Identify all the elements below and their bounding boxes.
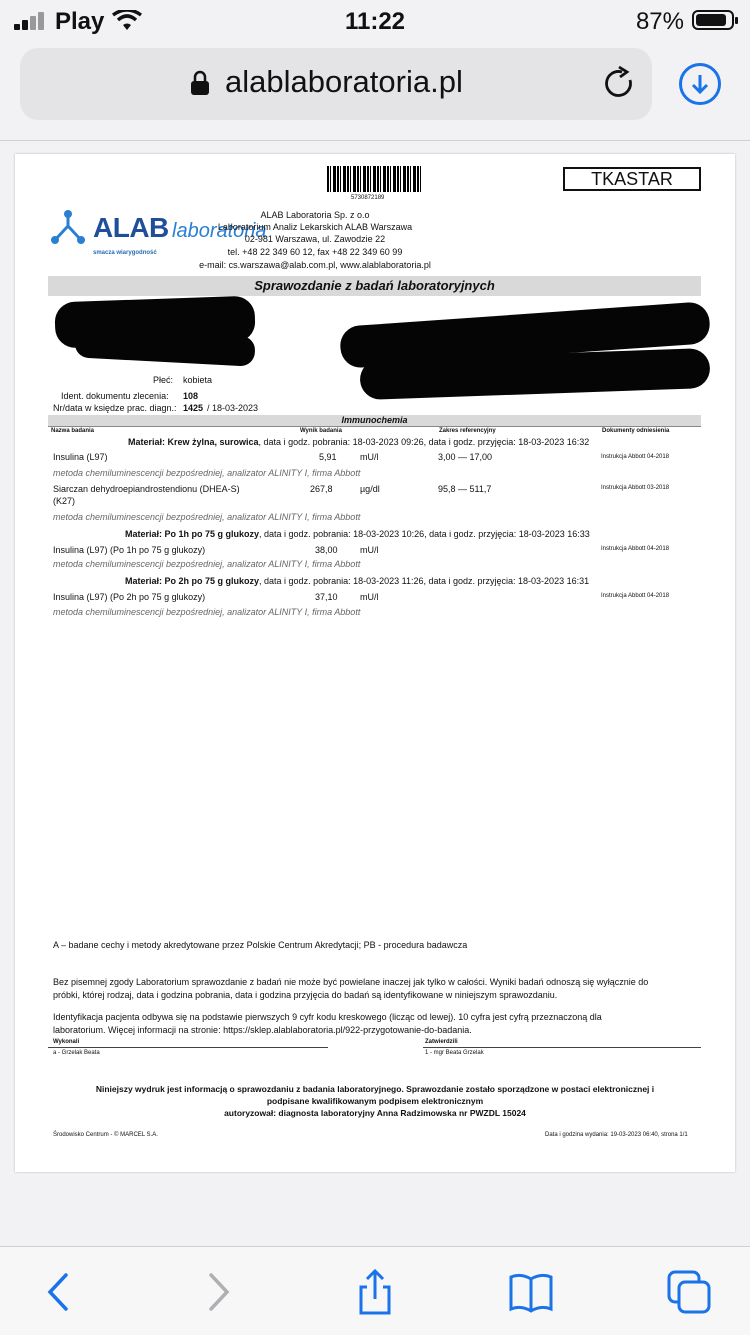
lock-icon [190,70,210,96]
test-doc: Instrukcja Abbott 04-2018 [601,546,670,552]
order-label: Ident. dokumentu zlecenia: [61,391,169,401]
col-reference: Zakres referencyjny [439,428,496,434]
battery-icon [692,10,734,30]
test-ref: 95,8 — 511,7 [438,484,492,494]
lab-phone: tel. +48 22 349 60 12, fax +48 22 349 60 99 [227,247,403,257]
sex-label: Płeć: [153,375,174,385]
test-doc: Instrukcja Abbott 04-2018 [601,454,670,460]
test-unit: mU/l [360,452,379,462]
environment-note: Środowisko Centrum - © MARCEL S.A. [53,1132,158,1138]
url-text[interactable]: alablaboratoria.pl [225,64,463,99]
col-documents: Dokumenty odniesienia [602,428,670,434]
chevron-right-icon[interactable] [195,1269,241,1315]
carrier-name: Play [55,8,105,35]
reload-icon[interactable] [600,64,640,104]
test-method: metoda chemiluminescencji bezpośredniej, analizator ALINITY I, firma Abbott [53,468,361,478]
material-row: Materiał: Krew żylna, surowica, data i godz. pobrania: 18-03-2023 09:26, data i godz. przyjęcia: 18-03-2023 16:32 [128,437,590,447]
lab-email: e-mail: cs.warszawa@alab.com.pl, www.alablaboratoria.pl [199,260,431,270]
chevron-left-icon[interactable] [36,1269,82,1315]
test-value: 5,91 [319,452,337,462]
book-date: / 18-03-2023 [207,403,259,413]
test-doc: Instrukcja Abbott 04-2018 [601,593,670,599]
tabs-icon[interactable] [666,1269,712,1315]
tag-box: TKASTAR [563,167,701,191]
footer-line: Niniejszy wydruk jest informacją o sprawozdaniu z badania laboratoryjnego. Sprawozdanie zostało sporządzone w postaci elektronicznej i [95,1084,655,1094]
lab-name: ALAB Laboratoria Sp. z o.o [260,210,370,220]
logo-sub: laboratoria [172,220,267,242]
address-bar[interactable] [20,48,652,120]
book-icon[interactable] [508,1269,554,1315]
alab-logo-icon [49,210,87,246]
id-note-line: laboratorium. Więcej informacji na stronie: https://sklep.alablaboratoria.pl/922-przygotowanie-do-badania. [53,1025,472,1035]
issue-date: Data i godzina wydania: 19-03-2023 06:40, strona 1/1 [545,1132,688,1138]
test-method: metoda chemiluminescencji bezpośredniej, analizator ALINITY I, firma Abbott [53,512,361,522]
test-method: metoda chemiluminescencji bezpośredniej, analizator ALINITY I, firma Abbott [53,559,361,569]
bottom-toolbar [0,1246,750,1335]
footer-line: autoryzował: diagnosta laboratoryjny Anna Radzimowska nr PWZDL 15024 [224,1108,526,1118]
test-unit: mU/l [360,592,379,602]
share-icon[interactable] [352,1269,398,1315]
performed-value: a - Grzelak Beata [53,1050,100,1056]
book-label: Nr/data w księdze prac. diagn.: [53,403,177,413]
barcode [327,166,423,192]
performed-label: Wykonali [53,1039,80,1045]
approved-label: Zatwierdzili [425,1039,458,1045]
test-ref: 3,00 — 17,00 [438,452,493,462]
barcode-number: 5730872189 [351,195,385,201]
status-bar [0,0,750,44]
test-name-code: (K27) [53,496,76,506]
divider [0,140,750,141]
test-unit: µg/dl [360,484,380,494]
approved-value: 1 - mgr Beata Grzelak [425,1050,484,1056]
col-result: Wynik badania [300,428,342,434]
material-row: Materiał: Po 2h po 75 g glukozy, data i godz. pobrania: 18-03-2023 11:26, data i godz. przyjęcia: 18-03-2023 16:31 [125,576,590,586]
report-title: Sprawozdanie z badań laboratoryjnych [48,276,701,296]
test-name: Insulina (L97) (Po 2h po 75 g glukozy) [53,592,206,602]
test-doc: Instrukcja Abbott 03-2018 [601,485,670,491]
battery-percent: 87% [635,8,684,35]
test-value: 267,8 [310,484,333,494]
col-name: Nazwa badania [51,428,95,434]
order-value: 108 [183,391,199,401]
footer-line: podpisane kwalifikowanym podpisem elektronicznym [266,1096,484,1106]
copy-note-line: próbki, której rodzaj, data i godzina pobrania, data i godzina przyjęcia do badań są identyfikowane w niniejszym sprawozdaniu. [53,990,558,1000]
test-method: metoda chemiluminescencji bezpośredniej, analizator ALINITY I, firma Abbott [53,607,361,617]
material-row: Materiał: Po 1h po 75 g glukozy, data i godz. pobrania: 18-03-2023 10:26, data i godz. przyjęcia: 18-03-2023 16:33 [125,529,590,539]
sex-value: kobieta [183,375,213,385]
test-value: 38,00 [315,545,338,555]
logo-tagline: smacza wiarygodność [93,250,157,256]
logo-main: ALAB [93,212,169,243]
test-name: Siarczan dehydroepiandrostendionu (DHEA-S) [53,484,240,494]
pdf-page[interactable] [15,154,735,1172]
test-name: Insulina (L97) (Po 1h po 75 g glukozy) [53,545,206,555]
test-name: Insulina (L97) [53,452,108,462]
test-value: 37,10 [315,592,338,602]
divider [48,1047,328,1048]
copy-note-line: Bez pisemnej zgody Laboratorium sprawozdanie z badań nie może być powielane inaczej jak tylko w całości. Wyniki badań odnoszą się wyłącznie do [53,977,649,987]
book-value: 1425 [183,403,204,413]
accreditation-note: A – badane cechy i metody akredytowane przez Polskie Centrum Akredytacji; PB - procedura badawcza [53,940,468,950]
lab-subname: Laboratorium Analiz Lekarskich ALAB Warszawa [217,222,413,232]
section-header: Immunochemia [48,415,701,426]
divider [423,1047,701,1048]
clock: 11:22 [344,8,406,35]
lab-address: 02-981 Warszawa, ul. Zawodzie 22 [244,234,386,244]
test-unit: mU/l [360,545,379,555]
download-icon[interactable] [679,63,721,105]
id-note-line: Identyfikacja pacjenta odbywa się na podstawie pierwszych 9 cyfr kodu kreskowego (licząc od lewej). 10 cyfra jest cyfrą przeznaczoną dla [53,1012,602,1022]
